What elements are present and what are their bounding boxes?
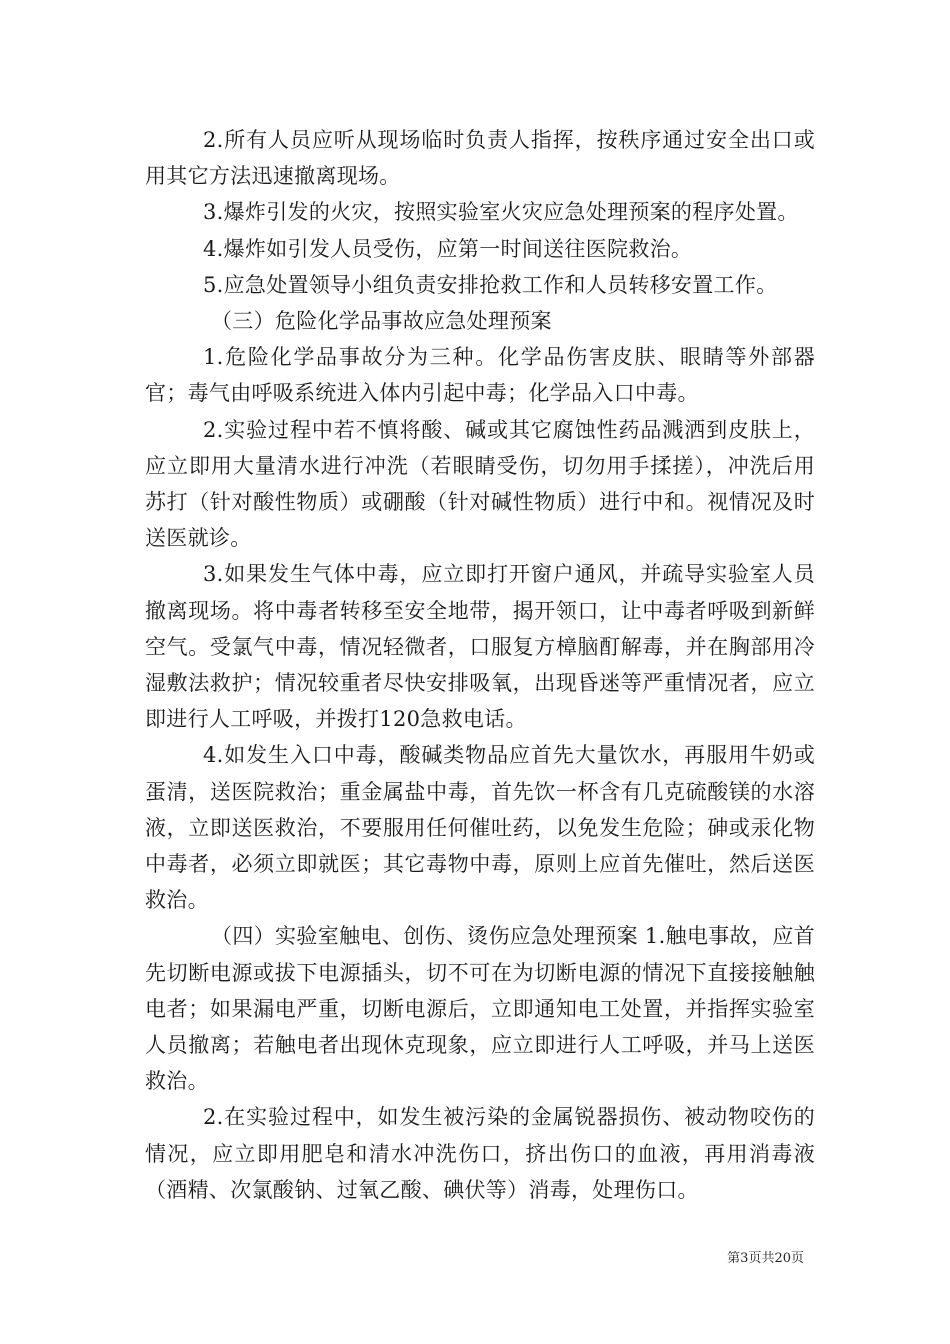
paragraph-gas-poisoning: 3.如果发生气体中毒，应立即打开窗户通风，并疏导实验室人员撤离现场。将中毒者转移至安全地带，揭开领口，让中毒者呼吸到新鲜空气。受氯气中毒，情况轻微者，口服复方樟脑酊解毒，并在胸部用冷湿敷法救护；情况较重者尽快安排吸氧，出现昏迷等严重情况者，应立即进行人工呼吸，并拨打120急救电话。 xyxy=(145,562,815,732)
paragraph-explosion-fire: 3.爆炸引发的火灾，按照实验室火灾应急处理预案的程序处置。 xyxy=(203,200,799,225)
paragraph-evacuation: 2.所有人员应听从现场临时负责人指挥，按秩序通过安全出口或用其它方法迅速撤离现场。 xyxy=(145,128,815,189)
section-heading-chemical-accident: （三）危险化学品事故应急处理预案 xyxy=(211,309,552,334)
paragraph-electric-shock: （四）实验室触电、创伤、烫伤应急处理预案 1.触电事故，应首先切断电源或拔下电源插头，切不可在为切断电源的情况下直接接触触电者；如果漏电严重，切断电源后，立即通知电工处置，并指挥实验室人员撤离；若触电者出现休克现象，应立即进行人工呼吸，并马上送医救治。 xyxy=(145,924,815,1094)
document-body xyxy=(145,122,815,1208)
paragraph-ingestion-poisoning: 4.如发生入口中毒，酸碱类物品应首先大量饮水，再服用牛奶或蛋清，送医院救治；重金属盐中毒，首先饮一杯含有几克硫酸镁的水溶液，立即送医救治，不要服用任何催吐药，以免发生危险；砷或汞化物中毒者，必须立即就医；其它毒物中毒，原则上应首先催吐，然后送医救治。 xyxy=(145,743,815,913)
paragraph-rescue-arrangement: 5.应急处置领导小组负责安排抢救工作和人员转移安置工作。 xyxy=(203,272,778,297)
paragraph-corrosive-splash: 2.实验过程中若不慎将酸、碱或其它腐蚀性药品溅洒到皮肤上，应立即用大量清水进行冲洗（若眼睛受伤，切勿用手揉搓），冲洗后用苏打（针对酸性物质）或硼酸（针对碱性物质）进行中和。视情况及时送医就诊。 xyxy=(145,417,815,551)
page-number-footer: 第3页共20页 xyxy=(727,1251,804,1266)
paragraph-explosion-injury: 4.爆炸如引发人员受伤，应第一时间送往医院救治。 xyxy=(203,236,693,261)
paragraph-sharp-injury: 2.在实验过程中，如发生被污染的金属锐器损伤、被动物咬伤的情况，应立即用肥皂和清水冲洗伤口，挤出伤口的血液，再用消毒液（酒精、次氯酸钠、过氧乙酸、碘伏等）消毒，处理伤口。 xyxy=(145,1105,815,1202)
paragraph-chemical-types: 1.危险化学品事故分为三种。化学品伤害皮肤、眼睛等外部器官；毒气由呼吸系统进入体内引起中毒；化学品入口中毒。 xyxy=(145,345,815,406)
